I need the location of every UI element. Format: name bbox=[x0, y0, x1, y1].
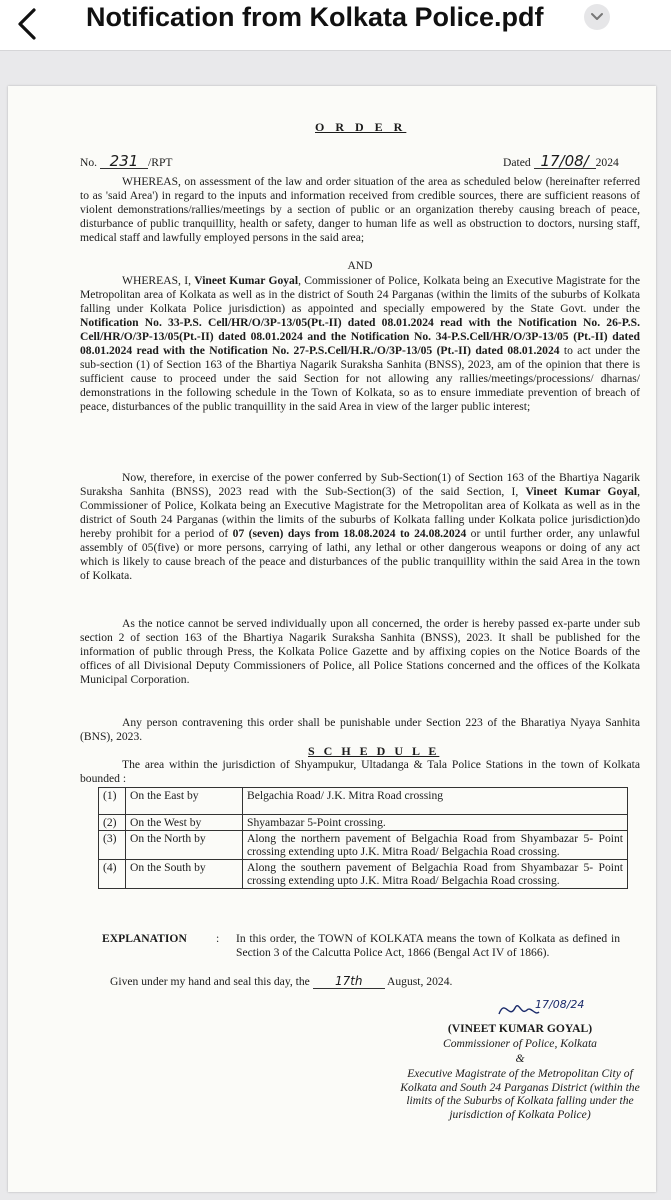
schedule-heading: S C H E D U L E bbox=[308, 744, 440, 758]
para2-text-1: WHEREAS, I, bbox=[122, 274, 195, 287]
signature-date: 17/08/24 bbox=[535, 998, 585, 1011]
given-text-2: August, 2024. bbox=[387, 975, 453, 988]
schedule-num: (1) bbox=[99, 788, 126, 815]
para2-notifications: Notification No. 33-P.S. Cell/HR/O/3P-13/05(Pt.-II) dated 08.01.2024 read with the Notification No. 26-P.S. Cell/HR/O/3P-13/05(Pt.-II) dated 08.01.2024 and the Notification No. 34-P.S.Cell/HR/O/3P-13/05 (Pt.-II) dated 08.01.2024 read with the Notification No. 27-P.S.Cell/H.R./O/3P-13/05 (Pt.-II) dated 08.01.2024 bbox=[80, 316, 640, 357]
explanation-label: EXPLANATION bbox=[102, 932, 187, 945]
order-no-value: 231 bbox=[100, 154, 148, 169]
schedule-side: On the South by bbox=[126, 860, 243, 889]
explanation-colon: : bbox=[216, 932, 220, 945]
schedule-table bbox=[98, 787, 628, 889]
signatory-amp: & bbox=[515, 1052, 525, 1065]
dated-label: Dated bbox=[503, 156, 531, 169]
app-header bbox=[0, 0, 671, 51]
chevron-down-icon bbox=[584, 4, 610, 30]
pdf-page[interactable] bbox=[8, 86, 656, 1192]
given-line bbox=[110, 974, 630, 989]
para-whereas-1: WHEREAS, on assessment of the law and order situation of the area as scheduled below (hereinafter referred to as 'said Area') in regard to the inputs and information received from credible sources, there are sufficient reasons of violent demonstrations/rallies/meetings by a section of public or an organization thereby causing breach of peace, disturbance of public tranquillity, health or safety, danger to human life as well as obstruction to doctors, nursing staff, medical staff and lawfully employed persons in the said area; bbox=[80, 175, 640, 244]
schedule-side: On the East by bbox=[126, 788, 243, 815]
para3-text-3: or until further order, any unlawful assembly of 05(five) or more persons, carrying of lathi, any lethal or other dangerous weapons or doing of any act which is likely to cause breach of the peace and disturbances of the public tranquillity within the said Area in the town of Kolkata. bbox=[80, 527, 640, 582]
and-text: AND bbox=[347, 259, 373, 272]
signatory-designation-1: Commissioner of Police, Kolkata bbox=[443, 1037, 597, 1050]
schedule-desc: Belgachia Road/ J.K. Mitra Road crossing bbox=[243, 788, 628, 815]
para2-text-3: to act under the sub-section (1) of Section 163 of the Bhartiya Nagarik Suraksha Sanhita (BNSS), 2023, am of the opinion that there is sufficient cause to proceed under the said Section for not allowing any rallies/meetings/processions/ dharnas/ demonstrations in the following schedule in the Town of Kolkata, so as to ensure immediate prevention of breach of peace, disturbances of the public tranquillity in the said Area in view of the larger public interest; bbox=[80, 344, 640, 413]
schedule-row bbox=[99, 860, 628, 889]
explanation-text: In this order, the TOWN of KOLKATA means the town of Kolkata as defined in Section 3 of the Calcutta Police Act, 1866 (Bengal Act IV of 1866). bbox=[236, 932, 620, 959]
para3-text-2: , Commissioner of Police, Kolkata being an Executive Magistrate for the Metropolitan area of Kolkata as well as in the district of South 24 Parganas (within the limits of the suburbs of Kolkata falling under Kolkata police jurisdiction)do hereby prohibit for a period of bbox=[80, 485, 640, 540]
schedule-num: (3) bbox=[99, 831, 126, 860]
given-text-1: Given under my hand and seal this day, the bbox=[110, 975, 310, 988]
para3-name: Vineet Kumar Goyal bbox=[525, 485, 638, 498]
signatory-designation-2: Executive Magistrate of the Metropolitan City of Kolkata and South 24 Parganas District (within the limits of the Suburbs of Kolkata falling under the jurisdiction of Kolkata Police) bbox=[400, 1067, 640, 1121]
schedule-row bbox=[99, 815, 628, 831]
schedule-desc: Shyambazar 5-Point crossing. bbox=[243, 815, 628, 831]
schedule-desc: Along the southern pavement of Belgachia Road from Shyambazar 5- Point crossing extending upto J.K. Mitra Road/ Belgachia Road crossing. bbox=[243, 860, 628, 889]
chevron-left-icon[interactable] bbox=[10, 4, 44, 44]
dated-value: 17/08/ bbox=[534, 154, 596, 169]
para2-text-2: , Commissioner of Police, Kolkata being an Executive Magistrate for the Metropolitan area of Kolkata as well as in the district of South 24 Parganas (within the limits of the suburbs of Kolkata falling under Kolkata Police jurisdiction) as appointed and specially empowered by the State Govt. under the bbox=[80, 274, 640, 315]
para3-period: 07 (seven) days from 18.08.2024 to 24.08.2024 bbox=[232, 527, 467, 540]
dated-year: 2024 bbox=[595, 156, 619, 169]
schedule-side: On the North by bbox=[126, 831, 243, 860]
title-options-button[interactable] bbox=[584, 4, 610, 30]
schedule-intro: The area within the jurisdiction of Shyampukur, Ultadanga & Tala Police Stations in the town of Kolkata bounded : bbox=[80, 758, 640, 785]
schedule-side: On the West by bbox=[126, 815, 243, 831]
para-whereas-2 bbox=[80, 274, 640, 414]
para-now-therefore bbox=[80, 471, 640, 583]
para3-text-1: Now, therefore, in exercise of the power conferred by Sub-Section(1) of Section 163 of the Bhartiya Nagarik Suraksha Sanhita (BNSS), 2023 read with the Sub-Section(3) of the said Section, I, bbox=[80, 471, 640, 498]
order-no-suffix: /RPT bbox=[147, 156, 173, 169]
order-number-line bbox=[80, 154, 640, 172]
given-day: 17th bbox=[313, 974, 385, 989]
schedule-num: (4) bbox=[99, 860, 126, 889]
document-title: Notification from Kolkata Police.pdf bbox=[86, 2, 544, 32]
schedule-row bbox=[99, 788, 628, 815]
schedule-num: (2) bbox=[99, 815, 126, 831]
schedule-row bbox=[99, 831, 628, 860]
para-ex-parte: As the notice cannot be served individually upon all concerned, the order is hereby passed ex-parte under sub section 2 of section 163 of the Bhartiya Nagarik Suraksha Sanhita (BNSS), 2023. It shall be published for the information of public through Press, the Kolkata Police Gazette and by affixing copies on the Notice Boards of the offices of all Divisional Deputy Commissioners of Police, all Police Stations concerned and the offices of the Kolkata Municipal Corporation. bbox=[80, 617, 640, 686]
para2-name: Vineet Kumar Goyal bbox=[194, 274, 299, 287]
para-punishment: Any person contravening this order shall be punishable under Section 223 of the Bharatiya Nyaya Sanhita (BNS), 2023. bbox=[80, 716, 640, 743]
order-heading: O R D E R bbox=[315, 120, 407, 134]
signatory-name: (VINEET KUMAR GOYAL) bbox=[447, 1022, 593, 1035]
schedule-desc: Along the northern pavement of Belgachia Road from Shyambazar 5- Point crossing extending upto J.K. Mitra Road/ Belgachia Road crossing. bbox=[243, 831, 628, 860]
order-no-prefix: No. bbox=[80, 156, 98, 169]
